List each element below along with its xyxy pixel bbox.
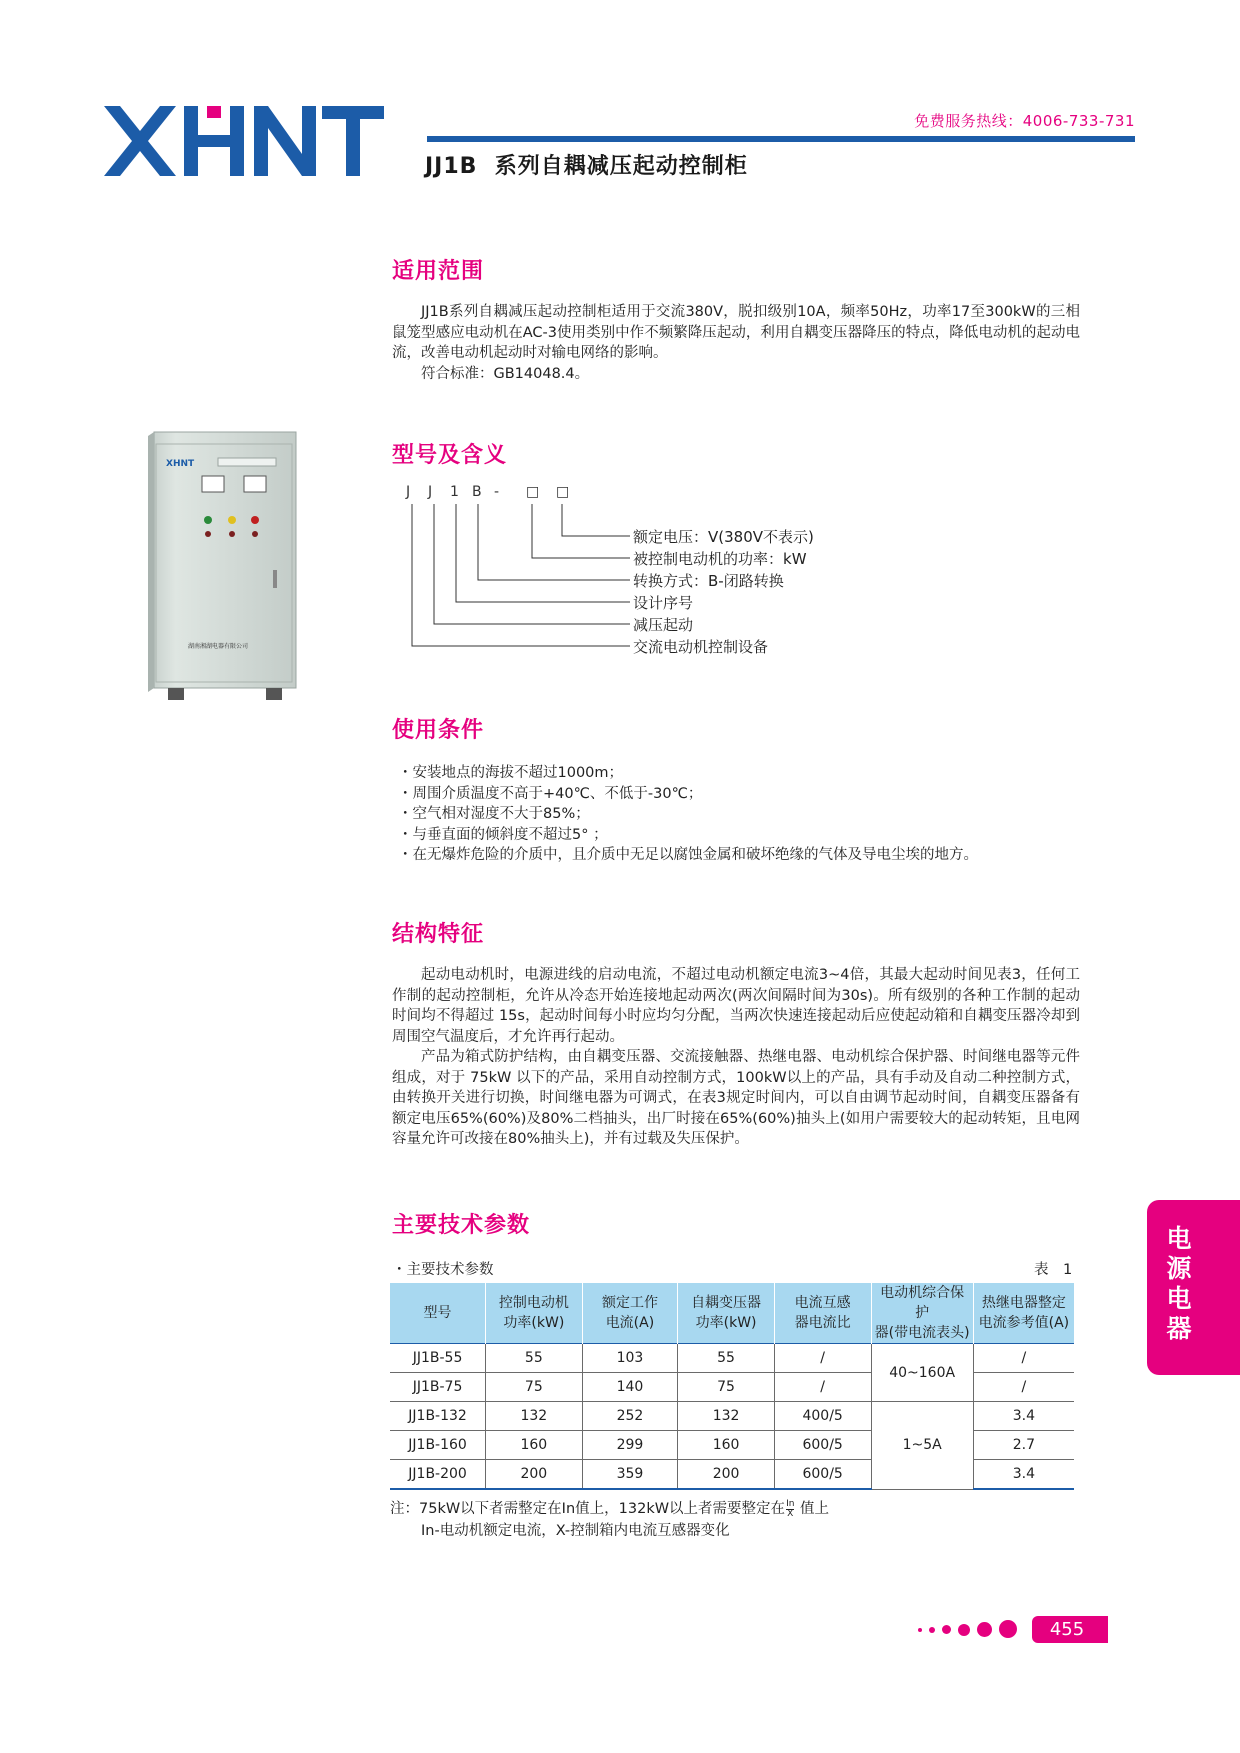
table-cell: / xyxy=(973,1344,1074,1373)
fraction-bottom: X xyxy=(787,1508,794,1519)
table-cell: 75 xyxy=(486,1373,582,1402)
model-code-diagram xyxy=(398,484,828,664)
table-caption: ・主要技术参数 xyxy=(392,1262,494,1278)
fraction-top: In xyxy=(786,1498,795,1509)
scope-text: JJ1B系列自耦减压起动控制柜适用于交流380V，脱扣级别10A，频率50Hz，功率17至300kW的三相鼠笼型感应电动机在AC-3使用类别中作不频繁降压起动，利用自耦变压器降压的特点，降低电动机的起动电流，改善电动机起动时对输电网络的影响。 xyxy=(392,304,1080,361)
table-cell: 2.7 xyxy=(973,1431,1074,1460)
model-code-char: B xyxy=(472,484,482,500)
table-cell: JJ1B-75 xyxy=(390,1373,486,1402)
table-cell: 200 xyxy=(486,1460,582,1490)
table-cell: JJ1B-200 xyxy=(390,1460,486,1490)
model-label: 设计序号 xyxy=(633,594,694,612)
table-header-cell: 热继电器整定 电流参考值(A) xyxy=(973,1283,1074,1344)
footer-dot xyxy=(999,1620,1017,1638)
table-cell: JJ1B-132 xyxy=(390,1402,486,1431)
list-item: ・空气相对湿度不大于85%； xyxy=(398,806,590,823)
footer-dot xyxy=(918,1628,922,1632)
note-text: 值上 xyxy=(795,1501,830,1517)
xhnt-logo xyxy=(104,106,384,176)
cabinet-maker: 湖南湘湖电器有限公司 xyxy=(188,643,249,650)
model-code-char: - xyxy=(494,484,500,500)
list-item: ・在无爆炸危险的介质中，且介质中无足以腐蚀金属和破坏绝缘的气体及导电尘埃的地方。 xyxy=(398,847,978,864)
table-cell: 55 xyxy=(486,1344,582,1373)
header-rule xyxy=(427,136,1135,142)
table-number: 表 1 xyxy=(1034,1262,1073,1278)
document-title: JJ1B 系列自耦减压起动控制柜 xyxy=(425,154,748,179)
conditions-list xyxy=(398,763,978,866)
table-cell: 3.4 xyxy=(973,1460,1074,1490)
table-cell: 40~160A xyxy=(871,1344,973,1402)
table-cell: / xyxy=(774,1344,871,1373)
table-header-cell: 电流互感 器电流比 xyxy=(774,1283,871,1344)
table-cell: 299 xyxy=(582,1431,678,1460)
category-side-tab-label: 电 源 电 器 xyxy=(1166,1224,1192,1343)
section-heading-scope: 适用范围 xyxy=(392,259,485,284)
note-text: 注：75kW以下者需整定在In值上，132kW以上者需要整定在 xyxy=(390,1501,786,1517)
table-header-cell: 额定工作 电流(A) xyxy=(582,1283,678,1344)
table-cell: 140 xyxy=(582,1373,678,1402)
table-cell: 1~5A xyxy=(871,1402,973,1490)
table-cell: JJ1B-160 xyxy=(390,1431,486,1460)
table-note-2: In-电动机额定电流，X-控制箱内电流互感器变化 xyxy=(421,1523,730,1539)
model-code-char: □ xyxy=(526,484,540,500)
table-cell: 103 xyxy=(582,1344,678,1373)
structure-paragraph-2: 产品为箱式防护结构，由自耦变压器、交流接触器、热继电器、电动机综合保护器、时间继电器等元件组成，对于 75kW 以下的产品，采用自动控制方式，100kW以上的产品，具有手动及自动二种控制方式，由转换开关进行切换，时间继电器为可调式，在表3规定时间内，可以自由调节起动时间，自耦变压器备有额定电压65%(60%)及80%二档抽头，出厂时接在65%(60%)抽头上(如用户需要较大的起动转矩，且电网容量允许可改接在80%抽头上)，并有过载及失压保护。 xyxy=(392,1049,1080,1147)
table-cell: 359 xyxy=(582,1460,678,1490)
section-heading-conditions: 使用条件 xyxy=(392,718,485,743)
table-cell: 75 xyxy=(678,1373,774,1402)
scope-paragraph xyxy=(392,302,1080,384)
model-code-char: J xyxy=(406,484,411,500)
table-cell: JJ1B-55 xyxy=(390,1344,486,1373)
model-code-char: 1 xyxy=(450,484,459,500)
scope-standard: 符合标准：GB14048.4。 xyxy=(421,365,590,382)
parameters-table xyxy=(390,1283,1074,1490)
note-fraction xyxy=(786,1500,794,1519)
table-header-cell: 型号 xyxy=(390,1283,486,1344)
cabinet-product-image xyxy=(148,430,298,705)
model-code-char: □ xyxy=(556,484,570,500)
table-cell: 132 xyxy=(486,1402,582,1431)
table-header-cell: 自耦变压器 功率(kW) xyxy=(678,1283,774,1344)
footer-dot xyxy=(977,1622,992,1637)
footer-dot xyxy=(929,1627,935,1633)
model-code-char: J xyxy=(428,484,433,500)
table-header-cell: 控制电动机 功率(kW) xyxy=(486,1283,582,1344)
footer-dot xyxy=(942,1625,951,1634)
section-heading-params: 主要技术参数 xyxy=(392,1213,531,1238)
hotline-text: 免费服务热线：4006-733-731 xyxy=(914,112,1135,130)
table-cell: 600/5 xyxy=(774,1460,871,1490)
section-heading-structure: 结构特征 xyxy=(392,922,485,947)
footer-dot xyxy=(958,1624,970,1636)
model-label: 转换方式：B-闭路转换 xyxy=(633,572,784,590)
cabinet-brand: XHNT xyxy=(166,459,195,469)
table-cell: 132 xyxy=(678,1402,774,1431)
model-label: 减压起动 xyxy=(633,616,694,634)
table-row xyxy=(390,1344,1074,1373)
table-cell: 3.4 xyxy=(973,1402,1074,1431)
table-cell: / xyxy=(973,1373,1074,1402)
table-cell: 200 xyxy=(678,1460,774,1490)
model-label: 被控制电动机的功率：kW xyxy=(633,550,807,568)
table-cell: 160 xyxy=(678,1431,774,1460)
table-cell: 400/5 xyxy=(774,1402,871,1431)
model-label: 交流电动机控制设备 xyxy=(633,638,769,656)
list-item: ・安装地点的海拔不超过1000m； xyxy=(398,765,624,781)
table-cell: 600/5 xyxy=(774,1431,871,1460)
list-item: ・与垂直面的倾斜度不超过5° ； xyxy=(398,826,608,843)
structure-paragraph-1: 起动电动机时，电源进线的启动电流，不超过电动机额定电流3~4倍，其最大起动时间见表3，任何工作制的起动控制柜，允许从冷态开始连接地起动两次(两次间隔时间为30s)。所有级别的各种工作制的起动时间均不得超过 15s，起动时间每小时应均匀分配，当两次快速连接起动后应使起动箱和自耦变压器冷却到周围空气温度后，才允许再行起动。 xyxy=(392,967,1080,1045)
structure-paragraphs xyxy=(392,965,1080,1150)
table-row xyxy=(390,1402,1074,1431)
table-cell: 55 xyxy=(678,1344,774,1373)
page-number: 455 xyxy=(1049,1619,1085,1640)
list-item: ・周围介质温度不高于+40℃、不低于-30℃； xyxy=(398,785,703,802)
model-label: 额定电压：V(380V不表示) xyxy=(633,528,814,546)
table-header-row xyxy=(390,1283,1074,1344)
table-note-1 xyxy=(390,1497,829,1519)
category-side-tab xyxy=(1147,1200,1240,1375)
section-heading-model: 型号及含义 xyxy=(392,443,508,468)
table-header-cell: 电动机综合保护 器(带电流表头) xyxy=(871,1283,973,1344)
table-cell: 160 xyxy=(486,1431,582,1460)
table-cell: / xyxy=(774,1373,871,1402)
model-code-leader-lines xyxy=(398,484,638,664)
table-cell: 252 xyxy=(582,1402,678,1431)
